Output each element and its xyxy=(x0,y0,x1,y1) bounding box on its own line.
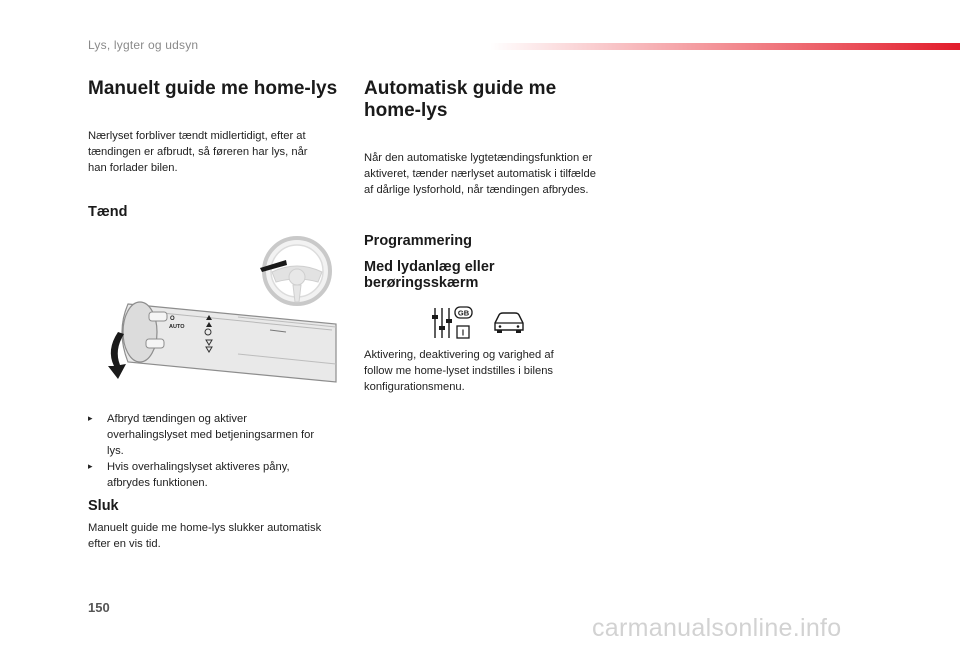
off-text xyxy=(88,520,358,552)
left-intro-line: han forlader bilen. xyxy=(88,162,178,174)
left-intro-line: Nærlyset forbliver tændt midlertidigt, efter at xyxy=(88,130,306,142)
off-heading: Sluk xyxy=(88,498,119,514)
watermark: carmanualsonline.info xyxy=(592,614,842,642)
settings-text-line: Aktivering, deaktivering og varighed af xyxy=(364,349,554,361)
bullet-line: lys. xyxy=(107,445,124,457)
bullet-line: overhalingslyset med betjeningsarmen for xyxy=(107,429,315,441)
right-title-line: Automatisk guide me xyxy=(364,78,557,99)
system-heading-line: Med lydanlæg eller xyxy=(364,259,495,275)
right-intro-line: aktiveret, tænder nærlyset automatisk i tilfælde xyxy=(364,168,596,180)
language-badge-label: GB xyxy=(457,308,470,318)
auto-label: AUTO xyxy=(169,324,185,330)
bullet-line: Afbryd tændingen og aktiver xyxy=(107,413,247,425)
system-heading-line: berøringsskærm xyxy=(364,275,479,291)
bullet-line: afbrydes funktionen. xyxy=(107,477,208,489)
on-bullets xyxy=(88,411,348,491)
left-intro-line: tændingen er afbrudt, så føreren har lys, når xyxy=(88,146,308,158)
lighting-stalk-image xyxy=(88,232,348,392)
off-text-line: efter en vis tid. xyxy=(88,538,161,550)
right-intro xyxy=(364,150,634,198)
right-title xyxy=(364,78,556,122)
section-header: Lys, lygter og udsyn xyxy=(88,38,199,52)
bullet-item xyxy=(88,411,348,459)
bullet-line: Hvis overhalingslyset aktiveres påny, xyxy=(107,461,290,473)
stalk-illustration xyxy=(88,232,348,392)
right-title-line: home-lys xyxy=(364,100,448,121)
left-intro xyxy=(88,128,348,176)
settings-text-line: konfigurationsmenu. xyxy=(364,381,465,393)
on-heading: Tænd xyxy=(88,204,128,220)
bullet-marker-icon: ▸ xyxy=(88,461,93,471)
right-intro-line: Når den automatiske lygtetændingsfunktion er xyxy=(364,152,593,164)
stalk-body xyxy=(122,302,336,382)
header-accent-bar xyxy=(490,43,960,50)
off-position-label: O xyxy=(170,316,175,322)
page-number: 150 xyxy=(88,600,110,615)
steering-wheel-icon xyxy=(260,238,330,304)
bullet-marker-icon: ▸ xyxy=(88,413,93,423)
info-badge-label: I xyxy=(461,328,465,338)
right-intro-line: af dårlige lysforhold, når tændingen afbrydes. xyxy=(364,184,589,196)
settings-text xyxy=(364,347,624,395)
programming-heading: Programmering xyxy=(364,233,472,249)
left-title: Manuelt guide me home-lys xyxy=(88,78,338,99)
system-heading xyxy=(364,259,495,291)
car-icon xyxy=(492,311,526,335)
settings-sliders-icon xyxy=(430,306,474,340)
bullet-item xyxy=(88,459,348,491)
off-text-line: Manuelt guide me home-lys slukker automatisk xyxy=(88,522,322,534)
settings-text-line: follow me home-lyset indstilles i bilens xyxy=(364,365,554,377)
